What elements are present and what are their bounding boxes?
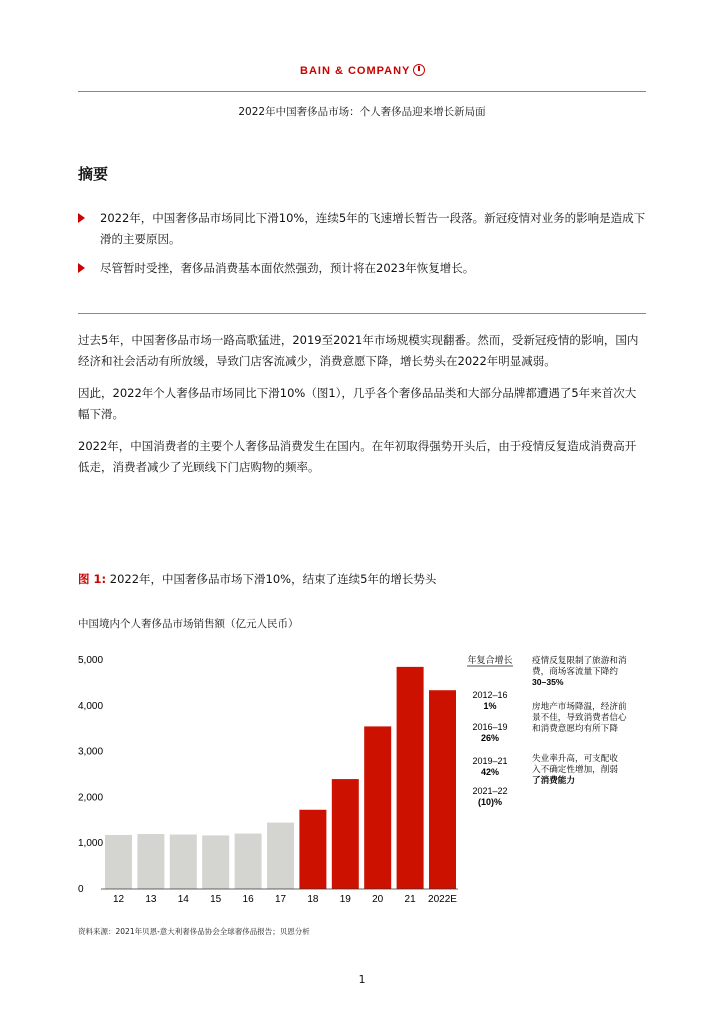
summary-heading: 摘要 — [78, 165, 109, 183]
figure-title-text: 2022年，中国奢侈品市场下滑10%，结束了连续5年的增长势头 — [109, 572, 437, 586]
bar — [364, 726, 391, 889]
annotation-line: 入不确定性增加，削弱 — [532, 764, 618, 774]
bar — [235, 834, 262, 889]
cagr-panel — [467, 654, 513, 807]
y-tick-label: 0 — [78, 884, 84, 895]
y-axis — [78, 655, 103, 895]
x-tick-label: 14 — [177, 894, 189, 905]
x-tick-label: 13 — [145, 894, 157, 905]
body-paragraph: 因此，2022年个人奢侈品市场同比下滑10%（图1），几乎各个奢侈品品类和大部分品牌都遭遇了5年来首次大幅下滑。 — [78, 386, 637, 421]
y-tick-label: 4,000 — [78, 700, 104, 712]
annotation-line: 房地产市场降温，经济前 — [532, 701, 627, 711]
x-tick-label: 12 — [112, 894, 125, 905]
cagr-value: (10)% — [477, 797, 503, 807]
annotation-line: 疫情反复限制了旅游和消 — [532, 655, 627, 665]
figure-label: 图 1: — [78, 572, 107, 586]
x-tick-label: 18 — [307, 894, 319, 905]
annotation-line: 和消费意愿均有所下降 — [532, 723, 618, 733]
cagr-value: 1% — [483, 701, 497, 711]
y-tick-label: 5,000 — [78, 655, 104, 666]
page-number: 1 — [358, 973, 366, 986]
document-title: 2022年中国奢侈品市场：个人奢侈品迎来增长新局面 — [238, 106, 486, 118]
x-tick-label: 21 — [404, 894, 416, 905]
annotation-line: 30–35% — [532, 677, 564, 687]
body-paragraph: 过去5年，中国奢侈品市场一路高歌猛进，2019至2021年市场规模实现翻番。然而，受新冠疫情的影响，国内经济和社会活动有所放缓，导致门店客流减少，消费意愿下降，增长势头在2022年明显减弱。 — [78, 333, 639, 368]
chart-subtitle: 中国境内个人奢侈品市场销售额（亿元人民币） — [78, 618, 299, 630]
summary-bullet-text: 2022年，中国奢侈品市场同比下滑10%，连续5年的飞速增长暂告一段落。新冠疫情对业务的影响是造成下滑的主要原因。 — [100, 211, 646, 246]
bar — [299, 810, 326, 889]
y-tick-label: 2,000 — [78, 792, 104, 804]
x-tick-label: 2022E — [428, 894, 457, 905]
annotation-line: 了消费能力 — [532, 775, 575, 785]
bar — [170, 834, 197, 889]
y-tick-label: 3,000 — [78, 746, 104, 758]
bar — [429, 690, 456, 889]
x-axis-labels — [113, 894, 457, 905]
cagr-value: 26% — [480, 733, 500, 743]
bar — [332, 779, 359, 889]
bars — [101, 667, 458, 889]
annotation-line: 景不佳，导致消费者信心 — [532, 712, 627, 722]
brand-name: BAIN & COMPANY — [300, 65, 411, 77]
x-tick-label: 20 — [372, 894, 384, 905]
body-paragraph: 2022年，中国消费者的主要个人奢侈品消费发生在国内。在年初取得强势开头后，由于疫情反复造成消费高开低走，消费者减少了光顾线下门店购物的频率。 — [78, 439, 637, 474]
annotation-line: 失业率升高，可支配收 — [532, 753, 618, 763]
cagr-value: 42% — [480, 767, 500, 777]
annotations — [532, 654, 627, 785]
cagr-header: 年复合增长 — [467, 655, 513, 665]
source-note: 资料来源：2021年贝恩-意大利奢侈品协会全球奢侈品报告；贝恩分析 — [78, 927, 310, 936]
cagr-period: 2012–16 — [472, 690, 508, 700]
bar — [137, 834, 164, 889]
bar — [267, 823, 294, 889]
bar — [202, 835, 229, 889]
cagr-period: 2021–22 — [472, 786, 508, 796]
cagr-period: 2019–21 — [472, 756, 508, 766]
x-tick-label: 19 — [339, 894, 351, 905]
summary-bullet-text: 尽管暂时受挫，奢侈品消费基本面依然强劲，预计将在2023年恢复增长。 — [100, 261, 475, 275]
cagr-period: 2016–19 — [472, 722, 508, 732]
x-tick-label: 15 — [210, 894, 222, 905]
bar — [397, 667, 424, 889]
x-tick-label: 17 — [274, 894, 287, 905]
x-tick-label: 16 — [242, 894, 254, 905]
bar — [105, 835, 132, 889]
annotation-line: 费，商场客流量下降约 — [532, 666, 618, 676]
y-tick-label: 1,000 — [78, 838, 104, 850]
